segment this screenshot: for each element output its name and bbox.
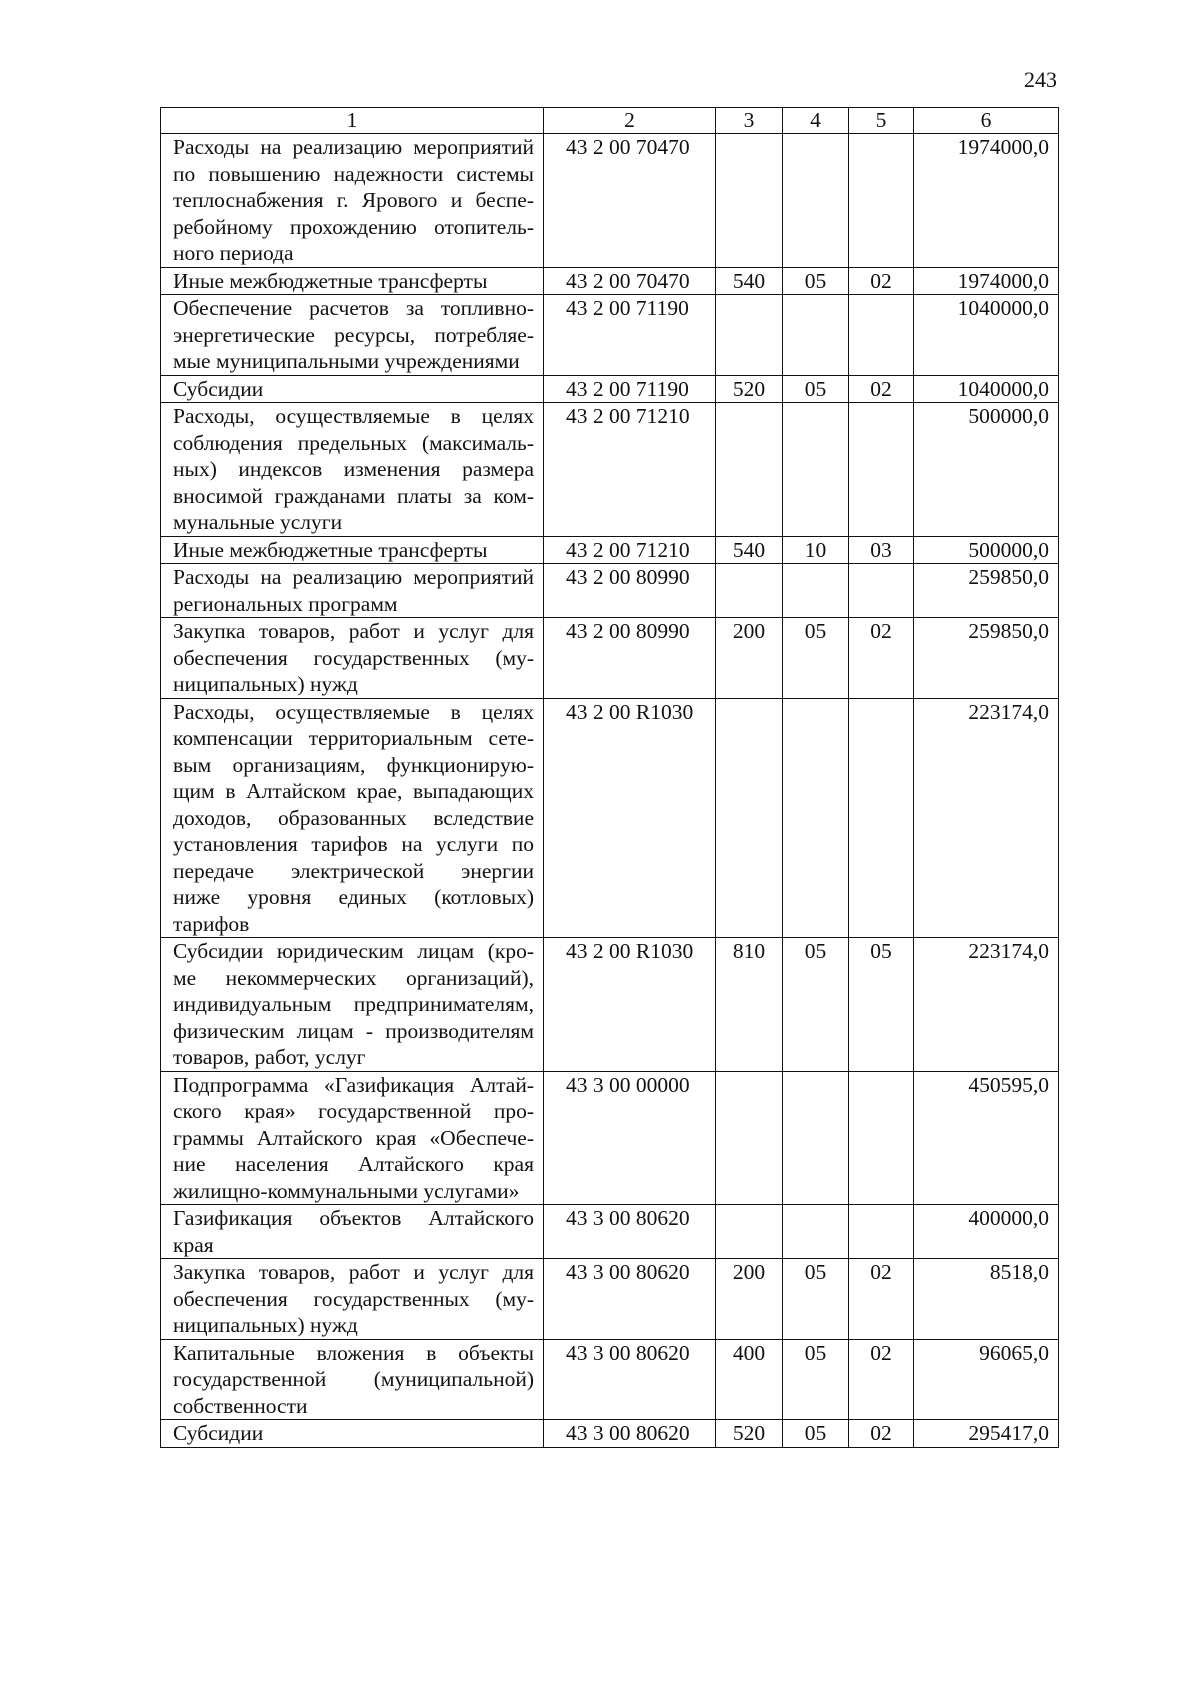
table-row bbox=[161, 375, 1059, 403]
amount-cell: 1040000,0 bbox=[914, 295, 1059, 376]
table-row bbox=[161, 1071, 1059, 1205]
amount-cell: 295417,0 bbox=[914, 1420, 1059, 1448]
description-line: доходов, образованных вследствие bbox=[173, 805, 534, 830]
expense-type-cell bbox=[716, 134, 783, 268]
description-line: компенсации территориальным сете- bbox=[173, 726, 534, 750]
column-header-code: 2 bbox=[544, 108, 716, 134]
amount-cell: 259850,0 bbox=[914, 564, 1059, 618]
code-cell: 43 2 00 70470 bbox=[544, 134, 716, 268]
description-line: граммы Алтайского края «Обеспече- bbox=[173, 1125, 534, 1150]
subsection-cell bbox=[849, 134, 914, 268]
description-line: края bbox=[173, 1232, 214, 1257]
table-row bbox=[161, 698, 1059, 938]
subsection-cell: 05 bbox=[849, 938, 914, 1072]
subsection-cell: 02 bbox=[849, 618, 914, 699]
column-header-section: 4 bbox=[783, 108, 849, 134]
amount-cell: 1974000,0 bbox=[914, 267, 1059, 295]
description-cell bbox=[161, 1205, 544, 1259]
section-cell: 05 bbox=[783, 1259, 849, 1340]
description-line: обеспечения государственных (му- bbox=[173, 645, 534, 670]
section-cell bbox=[783, 698, 849, 938]
section-cell: 10 bbox=[783, 536, 849, 564]
code-cell: 43 3 00 80620 bbox=[544, 1259, 716, 1340]
subsection-cell bbox=[849, 403, 914, 537]
description-line: передаче электрической энергии bbox=[173, 858, 534, 883]
code-cell: 43 2 00 71210 bbox=[544, 403, 716, 537]
code-cell: 43 2 00 80990 bbox=[544, 564, 716, 618]
description-line: ниципальных) нужд bbox=[173, 672, 358, 696]
description-line: Закупка товаров, работ и услуг для bbox=[173, 1260, 534, 1284]
description-line: вым организациям, функционирую- bbox=[173, 752, 534, 777]
subsection-cell: 02 bbox=[849, 267, 914, 295]
description-cell bbox=[161, 1071, 544, 1205]
code-cell: 43 2 00 71190 bbox=[544, 375, 716, 403]
description-line: собственности bbox=[173, 1393, 308, 1418]
subsection-cell: 02 bbox=[849, 1259, 914, 1340]
description-line: ниже уровня единых (котловых) bbox=[173, 885, 534, 909]
subsection-cell: 02 bbox=[849, 1420, 914, 1448]
description-line: Расходы, осуществляемые в целях bbox=[173, 699, 534, 724]
expense-type-cell bbox=[716, 295, 783, 376]
subsection-cell bbox=[849, 698, 914, 938]
description-cell bbox=[161, 403, 544, 537]
description-line: Субсидии bbox=[173, 376, 264, 401]
description-line: Обеспечение расчетов за топливно- bbox=[173, 296, 534, 320]
section-cell bbox=[783, 564, 849, 618]
subsection-cell bbox=[849, 1071, 914, 1205]
subsection-cell: 02 bbox=[849, 375, 914, 403]
description-line: мые муниципальными учреждениями bbox=[173, 349, 520, 373]
section-cell: 05 bbox=[783, 375, 849, 403]
description-line: соблюдения предельных (максималь- bbox=[173, 430, 534, 455]
header-row bbox=[161, 108, 1059, 134]
expense-type-cell: 540 bbox=[716, 536, 783, 564]
description-line: Субсидии юридическим лицам (кро- bbox=[173, 939, 534, 963]
column-header-amount: 6 bbox=[914, 108, 1059, 134]
amount-cell: 259850,0 bbox=[914, 618, 1059, 699]
code-cell: 43 3 00 00000 bbox=[544, 1071, 716, 1205]
description-line: щим в Алтайском крае, выпадающих bbox=[173, 779, 534, 803]
amount-cell: 400000,0 bbox=[914, 1205, 1059, 1259]
code-cell: 43 3 00 80620 bbox=[544, 1339, 716, 1420]
description-line: мунальные услуги bbox=[173, 510, 343, 534]
column-header-expense-type: 3 bbox=[716, 108, 783, 134]
description-line: физическим лицам - производителям bbox=[173, 1018, 534, 1043]
description-cell bbox=[161, 1420, 544, 1448]
amount-cell: 8518,0 bbox=[914, 1259, 1059, 1340]
description-line: вносимой гражданами платы за ком- bbox=[173, 483, 534, 508]
amount-cell: 1040000,0 bbox=[914, 375, 1059, 403]
expense-type-cell: 520 bbox=[716, 1420, 783, 1448]
section-cell bbox=[783, 134, 849, 268]
description-line: теплоснабжения г. Ярового и беспе- bbox=[173, 188, 534, 212]
description-cell bbox=[161, 295, 544, 376]
table-row bbox=[161, 1420, 1059, 1448]
section-cell: 05 bbox=[783, 618, 849, 699]
amount-cell: 223174,0 bbox=[914, 938, 1059, 1072]
description-line: региональных программ bbox=[173, 591, 398, 616]
description-line: ного периода bbox=[173, 241, 294, 265]
subsection-cell bbox=[849, 295, 914, 376]
description-line: ниципальных) нужд bbox=[173, 1313, 358, 1337]
subsection-cell bbox=[849, 564, 914, 618]
section-cell bbox=[783, 403, 849, 537]
description-cell bbox=[161, 564, 544, 618]
section-cell: 05 bbox=[783, 1339, 849, 1420]
table-row bbox=[161, 618, 1059, 699]
table-row bbox=[161, 536, 1059, 564]
description-line: Подпрограмма «Газификация Алтай- bbox=[173, 1072, 534, 1097]
description-line: установления тарифов на услуги по bbox=[173, 832, 534, 856]
description-line: жилищно-коммунальными услугами» bbox=[173, 1178, 520, 1203]
code-cell: 43 2 00 R1030 bbox=[544, 938, 716, 1072]
amount-cell: 500000,0 bbox=[914, 403, 1059, 537]
description-cell bbox=[161, 134, 544, 268]
section-cell: 05 bbox=[783, 938, 849, 1072]
section-cell: 05 bbox=[783, 1420, 849, 1448]
description-line: Газификация объектов Алтайского bbox=[173, 1206, 534, 1230]
code-cell: 43 3 00 80620 bbox=[544, 1420, 716, 1448]
description-line: государственной (муниципальной) bbox=[173, 1367, 534, 1391]
code-cell: 43 2 00 70470 bbox=[544, 267, 716, 295]
section-cell bbox=[783, 1205, 849, 1259]
budget-table bbox=[160, 107, 1059, 1448]
amount-cell: 223174,0 bbox=[914, 698, 1059, 938]
description-line: по повышению надежности системы bbox=[173, 161, 534, 186]
column-header-subsection: 5 bbox=[849, 108, 914, 134]
table-header bbox=[161, 108, 1059, 134]
description-line: ме некоммерческих организаций), bbox=[173, 965, 534, 990]
description-cell bbox=[161, 618, 544, 699]
table-row bbox=[161, 267, 1059, 295]
description-cell bbox=[161, 698, 544, 938]
description-cell bbox=[161, 267, 544, 295]
section-cell bbox=[783, 295, 849, 376]
code-cell: 43 2 00 80990 bbox=[544, 618, 716, 699]
amount-cell: 1974000,0 bbox=[914, 134, 1059, 268]
code-cell: 43 2 00 71210 bbox=[544, 536, 716, 564]
description-line: Закупка товаров, работ и услуг для bbox=[173, 619, 534, 643]
expense-type-cell bbox=[716, 1205, 783, 1259]
amount-cell: 96065,0 bbox=[914, 1339, 1059, 1420]
description-line: ребойному прохождению отопитель- bbox=[173, 214, 534, 239]
table-row bbox=[161, 295, 1059, 376]
description-cell bbox=[161, 1339, 544, 1420]
expense-type-cell: 810 bbox=[716, 938, 783, 1072]
expense-type-cell bbox=[716, 403, 783, 537]
subsection-cell: 02 bbox=[849, 1339, 914, 1420]
subsection-cell: 03 bbox=[849, 536, 914, 564]
expense-type-cell: 200 bbox=[716, 1259, 783, 1340]
description-line: Капитальные вложения в объекты bbox=[173, 1340, 534, 1365]
subsection-cell bbox=[849, 1205, 914, 1259]
code-cell: 43 2 00 R1030 bbox=[544, 698, 716, 938]
expense-type-cell: 520 bbox=[716, 375, 783, 403]
description-line: ние населения Алтайского края bbox=[173, 1152, 534, 1176]
expense-type-cell: 400 bbox=[716, 1339, 783, 1420]
table-row bbox=[161, 938, 1059, 1072]
description-cell bbox=[161, 536, 544, 564]
description-line: тарифов bbox=[173, 911, 250, 936]
expense-type-cell: 540 bbox=[716, 267, 783, 295]
description-line: товаров, работ, услуг bbox=[173, 1045, 366, 1069]
description-line: Расходы на реализацию мероприятий bbox=[173, 135, 534, 159]
table-row bbox=[161, 1339, 1059, 1420]
amount-cell: 500000,0 bbox=[914, 536, 1059, 564]
description-cell bbox=[161, 938, 544, 1072]
expense-type-cell bbox=[716, 564, 783, 618]
description-line: Расходы, осуществляемые в целях bbox=[173, 404, 534, 428]
section-cell bbox=[783, 1071, 849, 1205]
expense-type-cell bbox=[716, 698, 783, 938]
table-body bbox=[161, 134, 1059, 1448]
code-cell: 43 3 00 80620 bbox=[544, 1205, 716, 1259]
description-line: ского края» государственной про- bbox=[173, 1099, 534, 1123]
table-row bbox=[161, 403, 1059, 537]
table-row bbox=[161, 1259, 1059, 1340]
description-line: индивидуальным предпринимателям, bbox=[173, 992, 534, 1016]
description-cell bbox=[161, 375, 544, 403]
description-line: ных) индексов изменения размера bbox=[173, 457, 534, 481]
amount-cell: 450595,0 bbox=[914, 1071, 1059, 1205]
page-number: 243 bbox=[1024, 67, 1057, 92]
description-line: Расходы на реализацию мероприятий bbox=[173, 565, 534, 589]
description-cell bbox=[161, 1259, 544, 1340]
column-header-name: 1 bbox=[161, 108, 544, 134]
table-row bbox=[161, 1205, 1059, 1259]
section-cell: 05 bbox=[783, 267, 849, 295]
expense-type-cell: 200 bbox=[716, 618, 783, 699]
description-line: обеспечения государственных (му- bbox=[173, 1286, 534, 1311]
description-line: энергетические ресурсы, потребляе- bbox=[173, 322, 534, 347]
description-line: Иные межбюджетные трансферты bbox=[173, 537, 488, 562]
expense-type-cell bbox=[716, 1071, 783, 1205]
table-row bbox=[161, 134, 1059, 268]
description-line: Субсидии bbox=[173, 1421, 264, 1445]
table-row bbox=[161, 564, 1059, 618]
code-cell: 43 2 00 71190 bbox=[544, 295, 716, 376]
description-line: Иные межбюджетные трансферты bbox=[173, 268, 488, 293]
